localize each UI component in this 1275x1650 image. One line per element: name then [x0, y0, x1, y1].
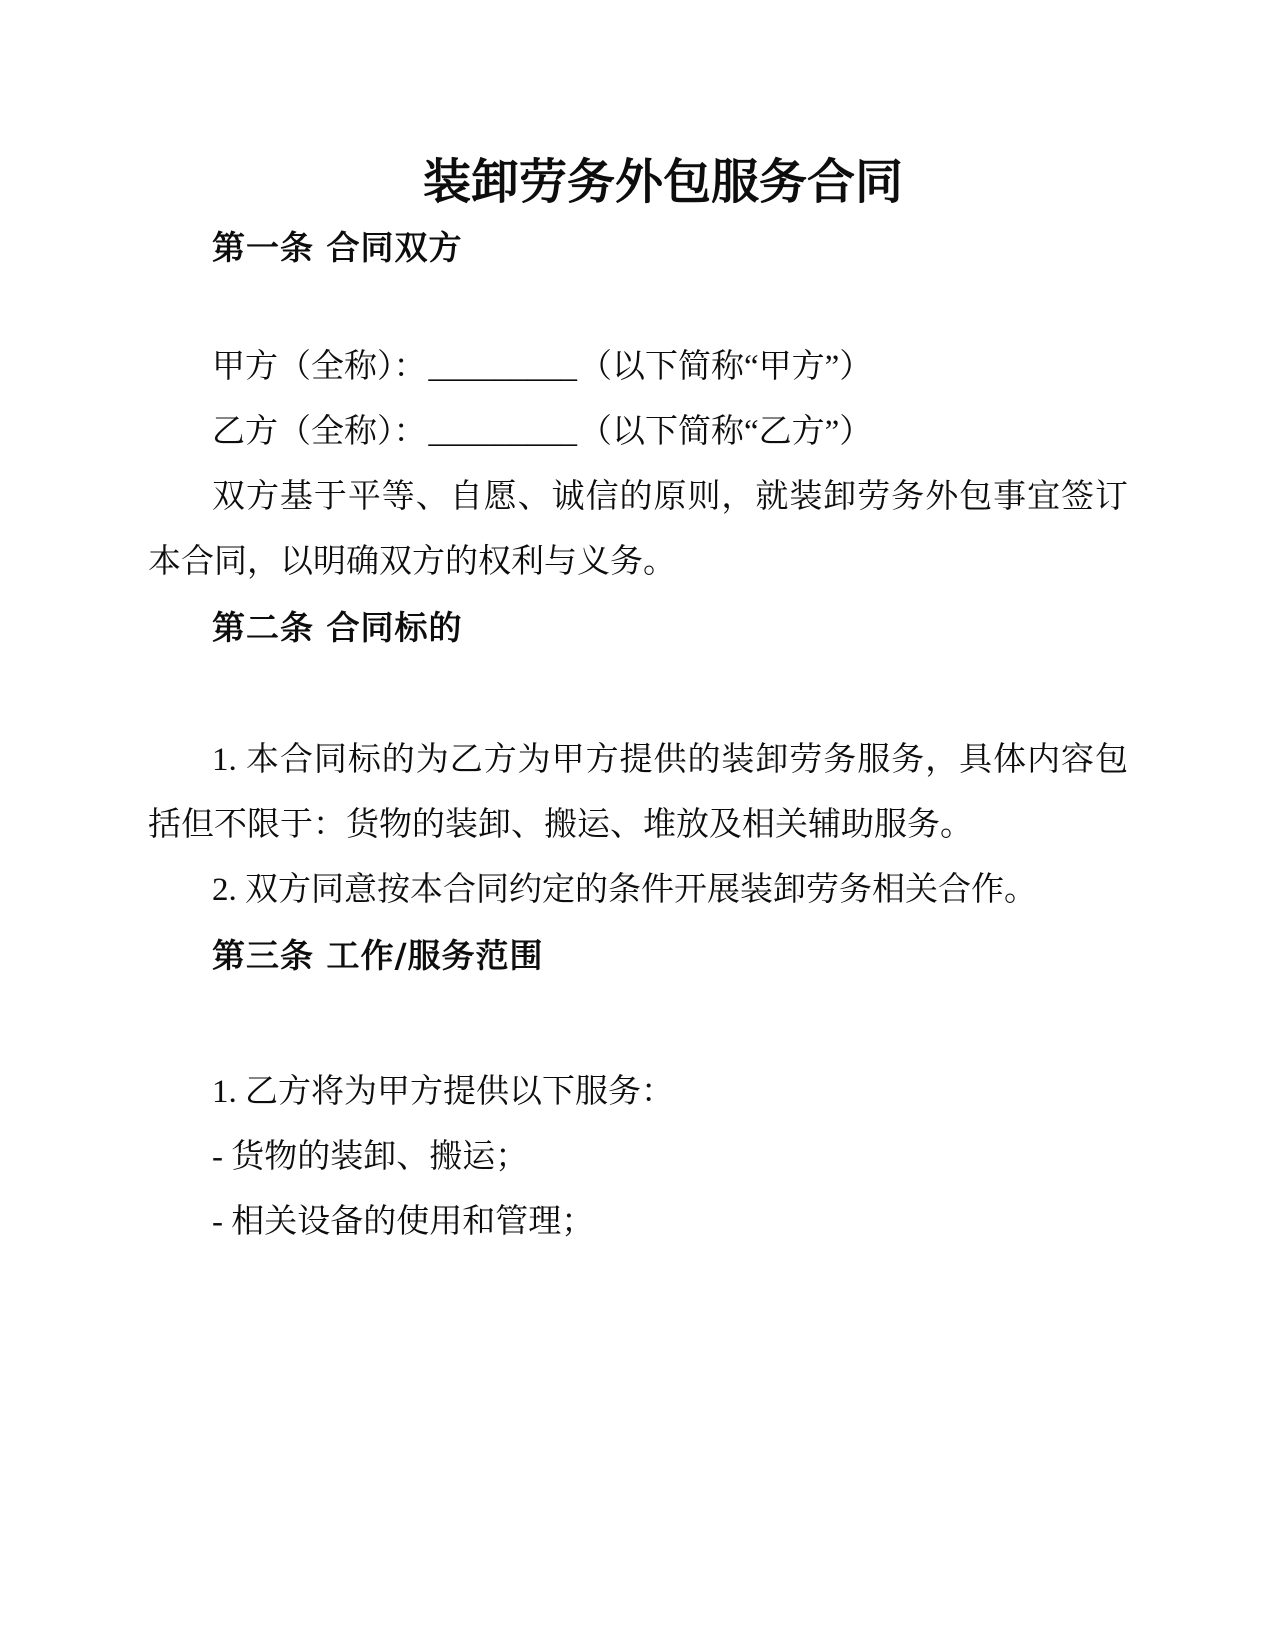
section-3-heading: 第三条 工作/服务范围	[212, 936, 544, 975]
party-b-label: 乙方（全称）：	[212, 414, 427, 450]
service-intro-line: 1. 乙方将为甲方提供以下服务：	[212, 1074, 674, 1110]
party-b-line	[148, 400, 1128, 465]
section-2-body	[148, 728, 1128, 923]
section-1-heading: 第一条 合同双方	[212, 228, 463, 267]
party-b-name-blank: _________	[428, 414, 577, 450]
section-1-body	[148, 335, 1128, 595]
clause-paragraph: 2. 双方同意按本合同约定的条件开展装卸劳务相关合作。	[212, 872, 1037, 908]
party-b-note: （以下简称“乙方”）	[579, 414, 873, 450]
party-a-note: （以下简称“甲方”）	[579, 349, 873, 385]
clause-paragraph: 1. 本合同标的为乙方为甲方提供的装卸劳务服务，具体内容包括但不限于：货物的装卸、搬运、堆放及相关辅助服务。	[148, 742, 1128, 843]
party-a-name-blank: _________	[428, 349, 577, 385]
party-a-line	[148, 335, 1128, 400]
section-2-heading: 第二条 合同标的	[212, 608, 463, 647]
preamble-paragraph: 双方基于平等、自愿、诚信的原则，就装卸劳务外包事宜签订本合同，以明确双方的权利与义务。	[148, 479, 1128, 580]
service-item-line: - 相关设备的使用和管理；	[212, 1204, 595, 1240]
section-3-body	[148, 1060, 1128, 1255]
party-a-label: 甲方（全称）：	[212, 349, 427, 385]
service-item-line: - 货物的装卸、搬运；	[212, 1139, 529, 1175]
document-title: 装卸劳务外包服务合同	[422, 154, 903, 210]
